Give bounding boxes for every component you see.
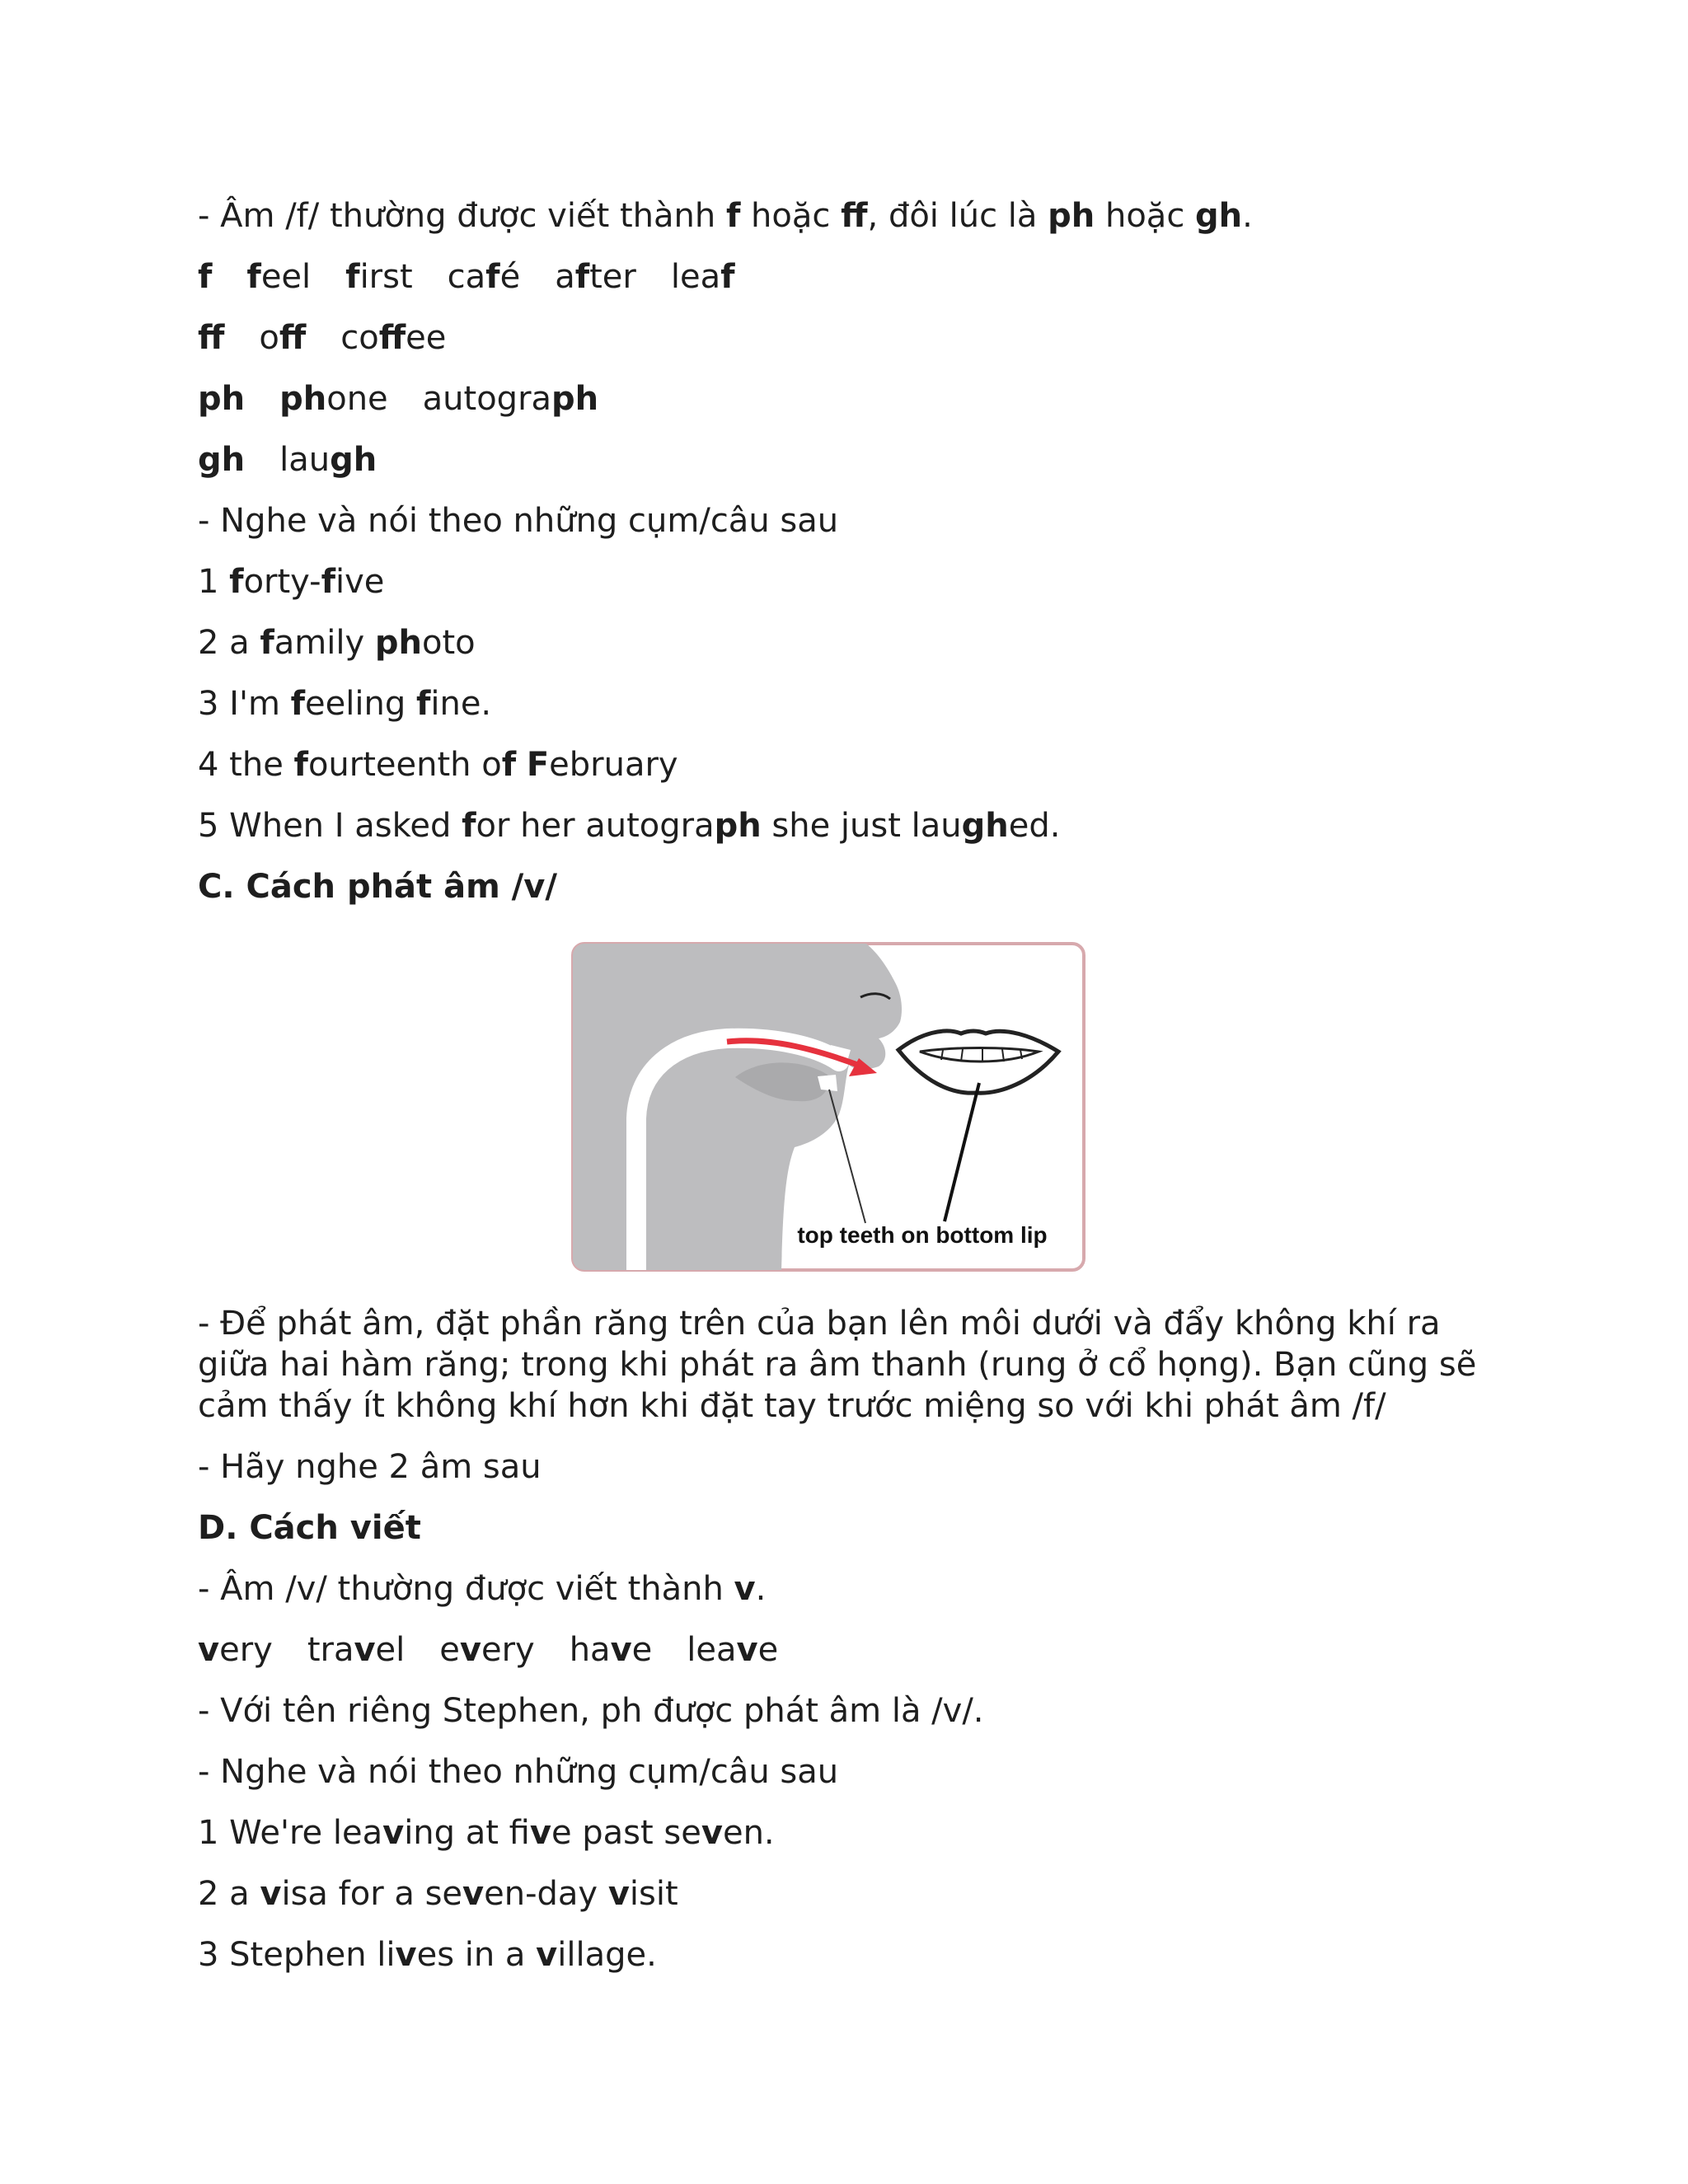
example-word <box>439 1629 534 1671</box>
highlighted-letters: v <box>459 1631 481 1669</box>
text-run: isa for a se <box>281 1875 463 1913</box>
v-practice-item <box>198 1934 657 1975</box>
text-run: e past se <box>551 1814 701 1852</box>
text-run: 3 Stephen li <box>198 1936 396 1974</box>
f-practice-item <box>198 805 1060 846</box>
text-run: e <box>631 1631 653 1669</box>
text-run: lea <box>687 1631 737 1669</box>
text-run: amily <box>274 624 375 662</box>
text-run: e <box>439 1631 460 1669</box>
example-word <box>671 256 735 298</box>
example-word <box>198 378 245 419</box>
text-run: ca <box>447 258 486 296</box>
text-run: 2 a <box>198 1875 260 1913</box>
highlighted-letters: f <box>198 258 213 296</box>
highlighted-letters: f <box>485 258 500 296</box>
v-spelling-rule <box>198 1568 766 1610</box>
text-run: isit <box>629 1875 678 1913</box>
highlighted-letters: ff <box>841 197 868 235</box>
highlighted-letters: f <box>415 685 431 723</box>
text-run: . <box>1242 197 1253 235</box>
highlighted-letters: v <box>529 1814 551 1852</box>
f-practice-item <box>198 622 476 663</box>
highlighted-letters: ph <box>1048 197 1095 235</box>
example-word <box>307 1629 405 1671</box>
example-word <box>259 317 306 359</box>
text-run: lea <box>670 258 721 296</box>
text-run: one <box>326 380 388 418</box>
section-d-heading: D. Cách viết <box>198 1509 421 1547</box>
text-run: el <box>375 1631 406 1669</box>
highlighted-letters: v <box>198 1631 220 1669</box>
text-run: ery <box>219 1631 273 1669</box>
text-run: - Âm /v/ thường được viết thành <box>198 1570 734 1608</box>
text-run: es in a <box>416 1936 537 1974</box>
text-run: co <box>340 319 379 357</box>
f-word-group <box>198 256 735 298</box>
text-run: ed. <box>1008 807 1061 845</box>
example-word <box>279 439 377 480</box>
text-run: , đôi lúc là <box>867 197 1048 235</box>
example-word <box>340 317 446 359</box>
highlighted-letters: ph <box>198 380 246 418</box>
highlighted-letters: gh <box>330 441 377 479</box>
ff-word-group <box>198 317 446 359</box>
v-practice-intro: - Nghe và nói theo những cụm/câu sau <box>198 1753 839 1791</box>
highlighted-letters: v <box>395 1936 417 1974</box>
highlighted-letters: v <box>382 1814 405 1852</box>
text-run: 1 We're lea <box>198 1814 383 1852</box>
example-word <box>687 1629 778 1671</box>
example-word <box>570 1629 653 1671</box>
highlighted-letters: v <box>701 1814 723 1852</box>
text-run: illage. <box>557 1936 657 1974</box>
highlighted-letters: v <box>736 1631 758 1669</box>
text-run: ive <box>335 563 385 601</box>
highlighted-letters: f <box>725 197 741 235</box>
text-run: a <box>555 258 575 296</box>
example-word <box>555 256 636 298</box>
highlighted-letters: f <box>574 258 590 296</box>
highlighted-letters: F <box>526 746 550 784</box>
f-spelling-rule <box>198 195 1253 237</box>
example-word <box>246 256 311 298</box>
text-run: e <box>757 1631 779 1669</box>
highlighted-letters: ph <box>551 380 599 418</box>
v-practice-item <box>198 1873 678 1915</box>
text-run: autogra <box>422 380 552 418</box>
text-run: 5 When I asked <box>198 807 462 845</box>
text-run: ebruary <box>549 746 678 784</box>
text-run: orty- <box>243 563 321 601</box>
example-word <box>345 256 413 298</box>
text-run: en-day <box>484 1875 608 1913</box>
section-c-heading: C. Cách phát âm /v/ <box>198 868 557 906</box>
highlighted-letters: v <box>536 1936 558 1974</box>
v-word-group <box>198 1629 778 1671</box>
highlighted-letters: f <box>462 807 476 845</box>
highlighted-letters: gh <box>1195 197 1243 235</box>
example-word <box>448 256 521 298</box>
highlighted-letters: v <box>354 1631 376 1669</box>
example-word <box>198 1629 273 1671</box>
highlighted-letters: f <box>290 685 306 723</box>
text-run: irst <box>359 258 413 296</box>
highlighted-letters: f <box>293 746 308 784</box>
text-run: eeling <box>305 685 416 723</box>
highlighted-letters: ph <box>279 380 327 418</box>
v-description: - Để phát âm, đặt phần răng trên của bạn lên môi dưới và đẩy không khí ra giữa hai hàm răng; trong khi phát ra âm thanh (rung ở cổ họng). Bạn cũng sẽ cảm thấy ít không khí hơn khi đặt tay trước miệng so với khi phát âm /f/ <box>198 1305 1477 1425</box>
gh-word-group <box>198 439 377 480</box>
text-run: o <box>259 319 279 357</box>
highlighted-letters: f <box>720 258 735 296</box>
text-run: 4 the <box>198 746 294 784</box>
text-run: ourteenth o <box>307 746 502 784</box>
mouth-diagram <box>570 941 1086 1272</box>
highlighted-letters: f <box>501 746 517 784</box>
example-word <box>279 378 388 419</box>
text-run: ery <box>481 1631 535 1669</box>
text-run: eel <box>260 258 312 296</box>
highlighted-letters: gh <box>961 807 1009 845</box>
highlighted-letters: ff <box>279 319 307 357</box>
f-practice-item <box>198 561 384 602</box>
highlighted-letters: f <box>246 258 261 296</box>
example-word <box>198 317 224 359</box>
text-run: lau <box>279 441 331 479</box>
v-listen: - Hãy nghe 2 âm sau <box>198 1448 542 1486</box>
f-practice-item <box>198 744 678 785</box>
highlighted-letters: ff <box>198 319 225 357</box>
text-run: é <box>499 258 521 296</box>
example-word <box>198 439 245 480</box>
text-run: ter <box>589 258 636 296</box>
highlighted-letters: gh <box>198 441 246 479</box>
ph-word-group <box>198 378 598 419</box>
figure-label: top teeth on bottom lip <box>797 1222 1048 1248</box>
highlighted-letters: v <box>734 1570 756 1608</box>
highlighted-letters: f <box>345 258 360 296</box>
text-run: - Âm /f/ thường được viết thành <box>198 197 726 235</box>
text-run: 3 I'm <box>198 685 291 723</box>
text-run: 2 a <box>198 624 260 662</box>
f-practice-intro: - Nghe và nói theo những cụm/câu sau <box>198 502 839 540</box>
highlighted-letters: f <box>229 563 244 601</box>
text-run: or her autogra <box>476 807 715 845</box>
highlighted-letters: ph <box>374 624 422 662</box>
example-word <box>423 378 598 419</box>
highlighted-letters: v <box>260 1875 282 1913</box>
text-run: hoặc <box>1095 197 1196 235</box>
highlighted-letters: f <box>321 563 335 601</box>
highlighted-letters: v <box>462 1875 485 1913</box>
text-run: 1 <box>198 563 230 601</box>
text-run: oto <box>422 624 476 662</box>
text-run: . <box>755 1570 767 1608</box>
highlighted-letters: ph <box>714 807 762 845</box>
text-run: tra <box>307 1631 354 1669</box>
text-run: hoặc <box>740 197 842 235</box>
f-practice-item <box>198 683 491 724</box>
highlighted-letters: v <box>610 1631 632 1669</box>
highlighted-letters: f <box>260 624 274 662</box>
stephen-note: - Với tên riêng Stephen, ph được phát âm là /v/. <box>198 1692 984 1730</box>
text-run: ee <box>406 319 447 357</box>
example-word <box>198 256 212 298</box>
v-practice-item <box>198 1812 775 1854</box>
highlighted-letters: ff <box>378 319 406 357</box>
text-run: she just lau <box>761 807 962 845</box>
text-run: ha <box>569 1631 611 1669</box>
text-run: en. <box>722 1814 775 1852</box>
text-run: ing at fi <box>404 1814 530 1852</box>
text-run: ine. <box>430 685 492 723</box>
text-run <box>516 746 527 784</box>
highlighted-letters: v <box>607 1875 630 1913</box>
